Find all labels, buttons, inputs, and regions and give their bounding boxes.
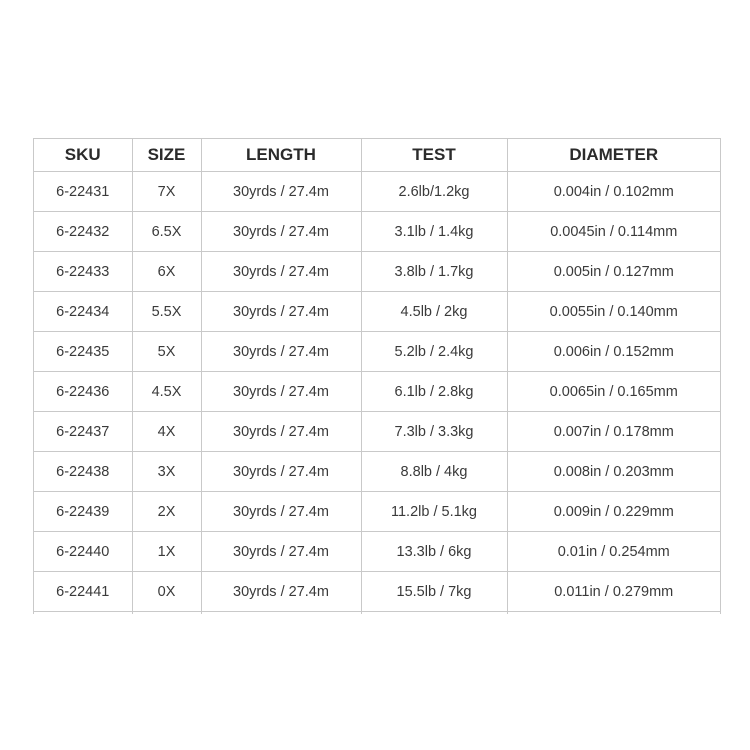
- cell-length: 30yrds / 27.4m: [201, 332, 361, 372]
- header-diameter: DIAMETER: [507, 139, 720, 172]
- cell-size: 4X: [132, 412, 201, 452]
- cell-test: 5.2lb / 2.4kg: [361, 332, 507, 372]
- cell-diameter: 0.007in / 0.178mm: [507, 412, 720, 452]
- table-row: [34, 292, 720, 332]
- cell-length: 30yrds / 27.4m: [201, 212, 361, 252]
- cell-test: [361, 612, 507, 615]
- cell-sku: 6-22435: [34, 332, 132, 372]
- cell-sku: 6-22431: [34, 172, 132, 212]
- cell-test: 4.5lb / 2kg: [361, 292, 507, 332]
- cell-sku: 6-22440: [34, 532, 132, 572]
- table-row: [34, 452, 720, 492]
- table-row: [34, 252, 720, 292]
- cell-test: 3.8lb / 1.7kg: [361, 252, 507, 292]
- cell-diameter: 0.01in / 0.254mm: [507, 532, 720, 572]
- cell-diameter: 0.011in / 0.279mm: [507, 572, 720, 612]
- cell-diameter: 0.0065in / 0.165mm: [507, 372, 720, 412]
- table-row: [34, 172, 720, 212]
- cell-length: 30yrds / 27.4m: [201, 532, 361, 572]
- cell-diameter: 0.004in / 0.102mm: [507, 172, 720, 212]
- cell-sku: 6-22433: [34, 252, 132, 292]
- header-row: [34, 139, 720, 172]
- cell-sku: 6-22438: [34, 452, 132, 492]
- header-sku: SKU: [34, 139, 132, 172]
- table-row: [34, 572, 720, 612]
- cell-length: 30yrds / 27.4m: [201, 412, 361, 452]
- cell-test: 6.1lb / 2.8kg: [361, 372, 507, 412]
- cell-sku: 6-22437: [34, 412, 132, 452]
- spec-table: [34, 138, 720, 614]
- cell-test: 15.5lb / 7kg: [361, 572, 507, 612]
- cell-length: 30yrds / 27.4m: [201, 252, 361, 292]
- cell-length: 30yrds / 27.4m: [201, 172, 361, 212]
- cell-diameter: [507, 612, 720, 615]
- table-row: [34, 532, 720, 572]
- cell-diameter: 0.008in / 0.203mm: [507, 452, 720, 492]
- cell-test: 3.1lb / 1.4kg: [361, 212, 507, 252]
- cell-size: 2X: [132, 492, 201, 532]
- cell-diameter: 0.005in / 0.127mm: [507, 252, 720, 292]
- cell-diameter: 0.0045in / 0.114mm: [507, 212, 720, 252]
- cell-size: 5X: [132, 332, 201, 372]
- header-test: TEST: [361, 139, 507, 172]
- table-row: [34, 372, 720, 412]
- cell-size: 6X: [132, 252, 201, 292]
- table-row-cut-off: [34, 612, 720, 615]
- cell-size: 5.5X: [132, 292, 201, 332]
- cell-size: 4.5X: [132, 372, 201, 412]
- cell-diameter: 0.0055in / 0.140mm: [507, 292, 720, 332]
- cell-length: 30yrds / 27.4m: [201, 452, 361, 492]
- cell-sku: 6-22432: [34, 212, 132, 252]
- cell-length: 30yrds / 27.4m: [201, 372, 361, 412]
- cell-diameter: 0.006in / 0.152mm: [507, 332, 720, 372]
- table-row: [34, 492, 720, 532]
- cell-length: [201, 612, 361, 615]
- cell-test: 8.8lb / 4kg: [361, 452, 507, 492]
- cell-sku: [34, 612, 132, 615]
- cell-size: 6.5X: [132, 212, 201, 252]
- table-row: [34, 332, 720, 372]
- cell-sku: 6-22439: [34, 492, 132, 532]
- cell-size: 1X: [132, 532, 201, 572]
- cell-sku: 6-22434: [34, 292, 132, 332]
- cell-length: 30yrds / 27.4m: [201, 292, 361, 332]
- cell-length: 30yrds / 27.4m: [201, 492, 361, 532]
- spec-table-container: [33, 138, 721, 614]
- cell-diameter: 0.009in / 0.229mm: [507, 492, 720, 532]
- header-length: LENGTH: [201, 139, 361, 172]
- cell-size: 3X: [132, 452, 201, 492]
- cell-sku: 6-22441: [34, 572, 132, 612]
- cell-length: 30yrds / 27.4m: [201, 572, 361, 612]
- cell-size: 7X: [132, 172, 201, 212]
- cell-size: 0X: [132, 572, 201, 612]
- cell-size: [132, 612, 201, 615]
- cell-test: 7.3lb / 3.3kg: [361, 412, 507, 452]
- table-row: [34, 212, 720, 252]
- cell-test: 13.3lb / 6kg: [361, 532, 507, 572]
- header-size: SIZE: [132, 139, 201, 172]
- cell-sku: 6-22436: [34, 372, 132, 412]
- cell-test: 2.6lb/1.2kg: [361, 172, 507, 212]
- table-row: [34, 412, 720, 452]
- cell-test: 11.2lb / 5.1kg: [361, 492, 507, 532]
